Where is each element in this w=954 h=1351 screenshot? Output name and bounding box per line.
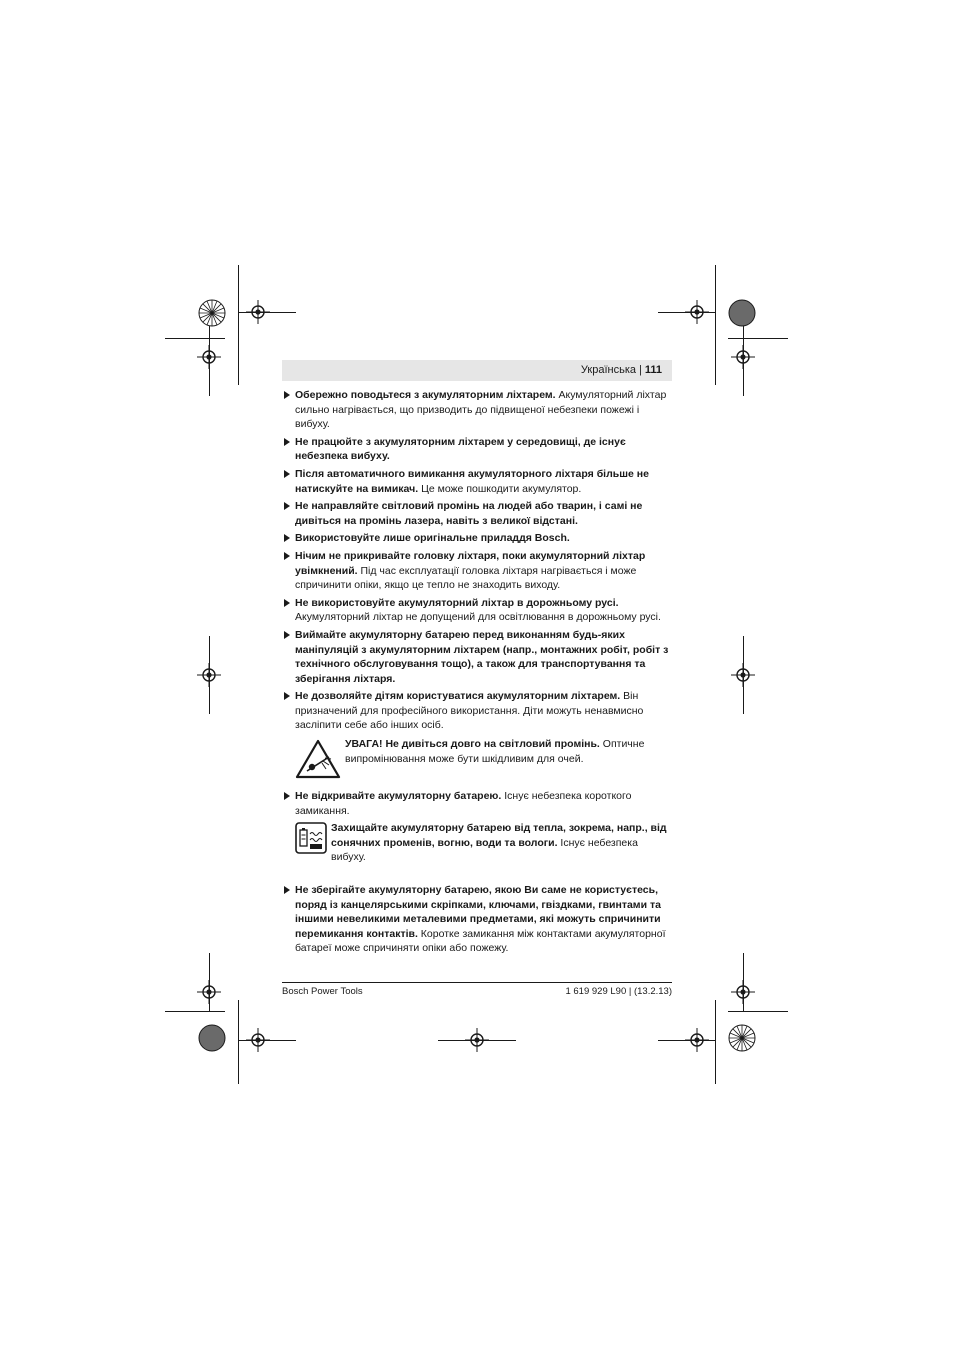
bullet-arrow-icon <box>284 470 290 478</box>
registration-target-icon <box>246 1028 270 1052</box>
page-number: 111 <box>644 364 662 376</box>
list-item: Обережно поводьтеся з акумуляторним ліхтарем. Акумуляторний ліхтар сильно нагрівається, що призводить до підвищеної небезпеки пожежі і вибуху. <box>284 388 674 432</box>
list-item: Не зберігайте акумуляторну батарею, якою Ви саме не користуєтесь, поряд із канцелярськими скріпками, ключами, гвіздками, гвинтами та іншими невеликими металевими предметами, які можуть спричинити перемикання контактів. Коротке замикання між контактами акумуляторної батареї може спричиняти опіки або пожежу. <box>284 883 674 956</box>
list-item: Не дозволяйте дітям користуватися акумуляторним ліхтарем. Він призначений для професійного використання. Діти можуть ненавмисно засліпити себе або інших осіб. <box>284 689 674 733</box>
bullet-arrow-icon <box>284 792 290 800</box>
bullet-arrow-icon <box>284 534 290 542</box>
starburst-mark-icon <box>728 1024 756 1052</box>
grey-disc-mark-icon <box>728 299 756 327</box>
bullet-arrow-icon <box>284 631 290 639</box>
list-item: Нічим не прикривайте головку ліхтаря, поки акумуляторний ліхтар увімкнений. Під час експлуатації головка ліхтаря нагрівається і може спричинити опіки, якщо це тепло не знаходить виходу. <box>284 549 674 593</box>
registration-target-icon <box>197 345 221 369</box>
page-footer <box>282 982 672 997</box>
registration-target-icon <box>197 980 221 1004</box>
eye-warning-triangle-icon <box>295 739 341 779</box>
registration-target-icon <box>197 663 221 687</box>
registration-target-icon <box>246 300 270 324</box>
grey-disc-mark-icon <box>198 1024 226 1052</box>
registration-target-icon <box>731 980 755 1004</box>
list-item: Не працюйте з акумуляторним ліхтарем у середовищі, де існує небезпека вибуху. <box>284 435 674 464</box>
bullet-arrow-icon <box>284 502 290 510</box>
bullet-arrow-icon <box>284 391 290 399</box>
registration-target-icon <box>465 1028 489 1052</box>
battery-warning-heading: Захищайте акумуляторну батарею від тепла, зокрема, напр., від сонячних променів, вогню, води та вологи. <box>331 822 667 849</box>
bullet-arrow-icon <box>284 886 290 894</box>
bullet-arrow-icon <box>284 599 290 607</box>
page-header: Українська | 111 <box>282 360 672 381</box>
list-item: Не направляйте світловий промінь на людей або тварин, і самі не дивіться на промінь лазера, навіть з великої відстані. <box>284 499 674 528</box>
registration-target-icon <box>731 663 755 687</box>
list-item: Не використовуйте акумуляторний ліхтар в дорожньому русі. Акумуляторний ліхтар не допущений для освітлювання в дорожньому русі. <box>284 596 674 625</box>
starburst-mark-icon <box>198 299 226 327</box>
bullet-arrow-icon <box>284 438 290 446</box>
registration-target-icon <box>685 1028 709 1052</box>
list-item: Не відкривайте акумуляторну батарею. Існує небезпека короткого замикання. <box>284 789 674 818</box>
battery-heat-water-icon <box>295 822 327 854</box>
light-warning-block: УВАГА! Не дивіться довго на світловий промінь. Оптичне випромінювання може бути шкідливим для очей. <box>284 737 674 779</box>
registration-target-icon <box>685 300 709 324</box>
safety-instructions <box>284 388 674 959</box>
battery-warning-block: Захищайте акумуляторну батарею від тепла, зокрема, напр., від сонячних променів, вогню, води та вологи. Існує небезпека вибуху. <box>284 821 674 865</box>
list-item: Після автоматичного вимикання акумуляторного ліхтаря більше не натискуйте на вимикач. Це може пошкодити акумулятор. <box>284 467 674 496</box>
bullet-arrow-icon <box>284 692 290 700</box>
footer-doc-number: 1 619 929 L90 | (13.2.13) <box>565 986 672 997</box>
header-language: Українська <box>580 364 636 376</box>
footer-brand: Bosch Power Tools <box>282 986 363 997</box>
list-item: Виймайте акумуляторну батарею перед виконанням будь-яких маніпуляцій з акумуляторним ліхтарем (напр., монтажних робіт, робіт з технічного обслуговування тощо), а також для транспортування та зберігання ліхтаря. <box>284 628 674 686</box>
registration-target-icon <box>731 345 755 369</box>
warning-heading: УВАГА! Не дивіться довго на світловий промінь. <box>345 738 600 751</box>
list-item: Використовуйте лише оригінальне приладдя Bosch. <box>284 531 674 546</box>
bullet-arrow-icon <box>284 552 290 560</box>
